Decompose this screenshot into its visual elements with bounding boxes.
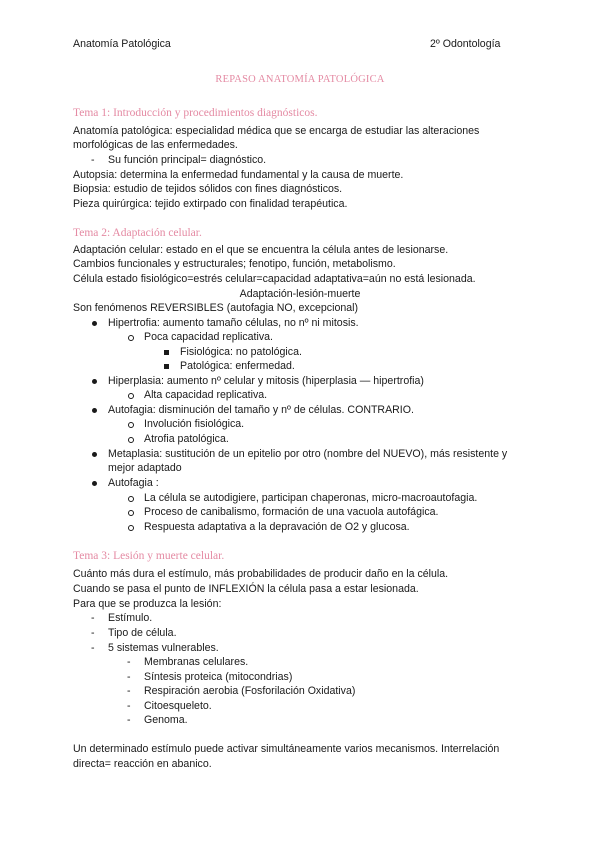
square-bullet-icon <box>164 350 169 355</box>
dash-marker: - <box>127 656 131 668</box>
paragraph: Adaptación celular: estado en el que se encuentra la célula antes de lesionarse. <box>73 244 449 256</box>
circle-bullet-icon <box>128 393 134 399</box>
dash-item: 5 sistemas vulnerables. <box>108 642 219 654</box>
circle-bullet-icon <box>128 335 134 341</box>
section-heading-tema3: Tema 3: Lesión y muerte celular. <box>73 550 225 562</box>
sub-bullet-item: Atrofia patológica. <box>144 433 229 445</box>
sub-bullet-item: Respuesta adaptativa a la depravación de O2 y glucosa. <box>144 521 410 533</box>
bullet-icon <box>92 379 97 384</box>
section-heading-tema1: Tema 1: Introducción y procedimientos diagnósticos. <box>73 107 318 119</box>
dash-marker: - <box>127 671 131 683</box>
dash-marker: - <box>127 714 131 726</box>
paragraph: Autopsia: determina la enfermedad fundamental y la causa de muerte. <box>73 169 404 181</box>
centered-line: Adaptación-lesión-muerte <box>239 288 361 300</box>
paragraph: Cuánto más dura el estímulo, más probabilidades de producir daño en la célula. <box>73 568 449 580</box>
bullet-item: Metaplasia: sustitución de un epitelio por otro (nombre del NUEVO), más resistente y <box>108 448 508 460</box>
bullet-icon <box>92 321 97 326</box>
sub-sub-bullet-item: Patológica: enfermedad. <box>180 360 295 372</box>
page-title: REPASO ANATOMÍA PATOLÓGICA <box>215 74 385 85</box>
paragraph: Biopsia: estudio de tejidos sólidos con fines diagnósticos. <box>73 183 343 195</box>
bullet-item: Autofagia : <box>108 477 159 489</box>
circle-bullet-icon <box>128 525 134 531</box>
header-subject: Anatomía Patológica <box>73 38 171 50</box>
bullet-item: Hipertrofia: aumento tamaño células, no nº ni mitosis. <box>108 317 359 329</box>
paragraph: directa= reacción en abanico. <box>73 758 212 770</box>
paragraph: morfológicas de las enfermedades. <box>73 139 238 151</box>
dash-item: Estímulo. <box>108 612 153 624</box>
dash-item: Su función principal= diagnóstico. <box>108 154 267 166</box>
dash-marker: - <box>127 685 131 697</box>
sub-bullet-item: Proceso de canibalismo, formación de una vacuola autofágica. <box>144 506 439 518</box>
circle-bullet-icon <box>128 496 134 502</box>
dash-item: Tipo de célula. <box>108 627 177 639</box>
sub-bullet-item: Alta capacidad replicativa. <box>144 389 268 401</box>
sub-bullet-item: Involución fisiológica. <box>144 418 245 430</box>
paragraph: Cuando se pasa el punto de INFLEXIÓN la célula pasa a estar lesionada. <box>73 583 419 595</box>
sub-dash-item: Membranas celulares. <box>144 656 249 668</box>
bullet-icon <box>92 481 97 486</box>
circle-bullet-icon <box>128 437 134 443</box>
bullet-item: Autofagia: disminución del tamaño y nº de células. CONTRARIO. <box>108 404 414 416</box>
paragraph: Pieza quirúrgica: tejido extirpado con finalidad terapéutica. <box>73 198 348 210</box>
dash-marker: - <box>91 612 95 624</box>
paragraph: Anatomía patológica: especialidad médica que se encarga de estudiar las alteraciones <box>73 125 480 137</box>
paragraph: Un determinado estímulo puede activar simultáneamente varios mecanismos. Interrelación <box>73 743 500 755</box>
sub-dash-item: Síntesis proteica (mitocondrias) <box>144 671 293 683</box>
bullet-icon <box>92 408 97 413</box>
sub-bullet-item: Poca capacidad replicativa. <box>144 331 273 343</box>
dash-marker: - <box>91 627 95 639</box>
paragraph: Célula estado fisiológico=estrés celular=capacidad adaptativa=aún no está lesionada. <box>73 273 476 285</box>
circle-bullet-icon <box>128 422 134 428</box>
sub-sub-bullet-item: Fisiológica: no patológica. <box>180 346 302 358</box>
circle-bullet-icon <box>128 510 134 516</box>
sub-dash-item: Citoesqueleto. <box>144 700 212 712</box>
bullet-icon <box>92 452 97 457</box>
paragraph: Para que se produzca la lesión: <box>73 598 222 610</box>
bullet-item: Hiperplasia: aumento nº celular y mitosis (hiperplasia — hipertrofia) <box>108 375 424 387</box>
paragraph: Son fenómenos REVERSIBLES (autofagia NO, excepcional) <box>73 302 359 314</box>
header-course: 2º Odontología <box>430 38 501 50</box>
sub-dash-item: Genoma. <box>144 714 188 726</box>
section-heading-tema2: Tema 2: Adaptación celular. <box>73 227 202 239</box>
square-bullet-icon <box>164 364 169 369</box>
sub-bullet-item: La célula se autodigiere, participan chaperonas, micro-macroautofagia. <box>144 492 478 504</box>
dash-marker: - <box>91 642 95 654</box>
paragraph: Cambios funcionales y estructurales; fenotipo, función, metabolismo. <box>73 258 396 270</box>
dash-marker: - <box>127 700 131 712</box>
dash-marker: - <box>91 154 95 166</box>
bullet-item-continued: mejor adaptado <box>108 462 182 474</box>
sub-dash-item: Respiración aerobia (Fosforilación Oxidativa) <box>144 685 356 697</box>
